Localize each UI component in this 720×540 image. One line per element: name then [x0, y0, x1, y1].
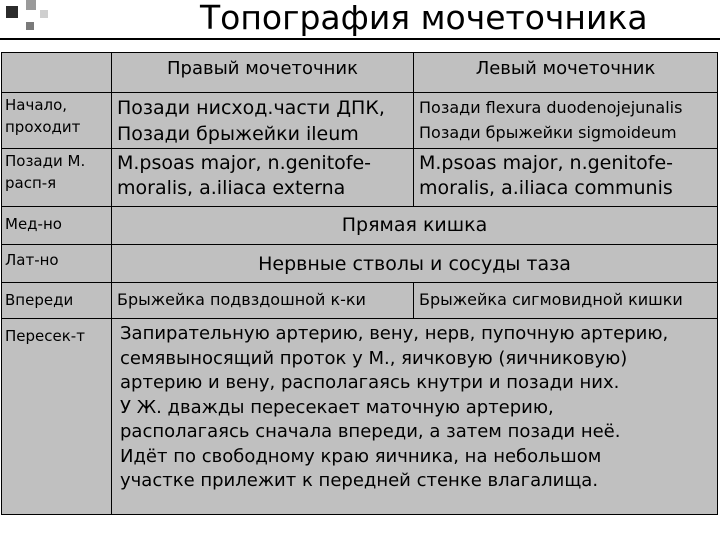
- row-label-line: Позади М.: [5, 152, 86, 170]
- cell-line: Позади брыжейки sigmoideum: [419, 123, 677, 142]
- row-label: [2, 93, 112, 149]
- row-label-line: проходит: [5, 118, 81, 136]
- cell-line: Позади flexura duodenojejunalis: [419, 98, 683, 117]
- right-ureter-cell: [112, 149, 414, 207]
- decor-square-light: [40, 10, 48, 18]
- table-row: [2, 207, 718, 245]
- table-row: [2, 319, 718, 515]
- cell-line: moralis, a.iliaca communis: [419, 177, 673, 199]
- decor-square-mid-2: [26, 22, 34, 30]
- row-label: Лат-но: [2, 245, 112, 283]
- cell-line: семявыносящий проток у М., яичковую (яичниковую): [120, 347, 628, 369]
- title-underline: [0, 38, 720, 40]
- row-label: Мед-но: [2, 207, 112, 245]
- cell-line: M.psoas major, n.genitofe-: [117, 152, 372, 174]
- table-row: [2, 245, 718, 283]
- row-label: Пересек-т: [2, 319, 112, 515]
- decor-square-dark: [6, 6, 18, 18]
- row-label-line: Начало,: [5, 96, 68, 114]
- cell-line: Позади брыжейки ileum: [117, 123, 359, 145]
- right-ureter-cell: Брыжейка подвздошной к-ки: [112, 283, 414, 319]
- left-ureter-cell: [414, 149, 718, 207]
- left-ureter-cell: [414, 93, 718, 149]
- table-row: [2, 283, 718, 319]
- cell-line: moralis, a.iliaca externa: [117, 177, 346, 199]
- cell-line: M.psoas major, n.genitofe-: [419, 152, 674, 174]
- lateral-cell: Нервные стволы и сосуды таза: [112, 245, 718, 283]
- row-label-line: расп-я: [5, 174, 57, 192]
- row-label: Впереди: [2, 283, 112, 319]
- title-decoration: [0, 0, 60, 40]
- row-label: [2, 149, 112, 207]
- header-left-ureter: Левый мочеточник: [414, 53, 718, 93]
- table-header-row: [2, 53, 718, 93]
- ureter-topography-table: [1, 52, 718, 515]
- table-row: [2, 93, 718, 149]
- cell-line: У Ж. дважды пересекает маточную артерию,: [120, 396, 554, 418]
- cell-line: располагаясь сначала впереди, а затем позади неё.: [120, 421, 621, 442]
- crosses-cell: [112, 319, 718, 515]
- header-right-ureter: Правый мочеточник: [112, 53, 414, 93]
- right-ureter-cell: [112, 93, 414, 149]
- left-ureter-cell: Брыжейка сигмовидной кишки: [414, 283, 718, 319]
- cell-line: Идёт по свободному краю яичника, на небольшом: [120, 445, 602, 467]
- decor-square-mid: [26, 0, 36, 10]
- header-empty-cell: [2, 53, 112, 93]
- cell-line: участке прилежит к передней стенке влагалища.: [120, 470, 599, 491]
- slide-title: Топография мочеточника: [200, 0, 648, 37]
- table-row: [2, 149, 718, 207]
- medial-cell: Прямая кишка: [112, 207, 718, 245]
- cell-line: Позади нисход.части ДПК,: [117, 97, 385, 119]
- cell-line: Запирательную артерию, вену, нерв, пупочную артерию,: [120, 323, 669, 344]
- cell-line: артерию и вену, располагаясь кнутри и позади них.: [120, 372, 620, 393]
